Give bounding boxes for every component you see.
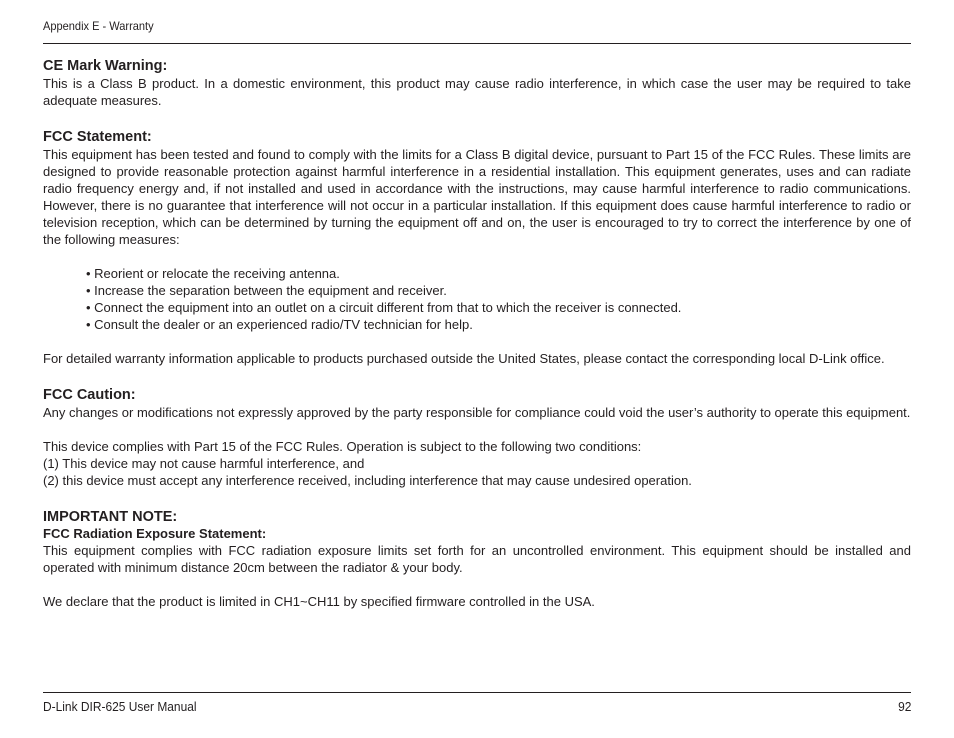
- part15-intro: This device complies with Part 15 of the FCC Rules. Operation is subject to the following two conditions:: [43, 439, 642, 454]
- page-content: [43, 57, 911, 610]
- list-item: • Consult the dealer or an experienced radio/TV technician for help.: [86, 317, 473, 332]
- important-note-heading: IMPORTANT NOTE:: [43, 509, 178, 525]
- radiation-exposure-subheading: FCC Radiation Exposure Statement:: [43, 526, 267, 541]
- list-item: • Reorient or relocate the receiving antenna.: [86, 266, 340, 281]
- ce-mark-section: [43, 57, 911, 109]
- measures-list: [43, 265, 911, 333]
- list-item: • Connect the equipment into an outlet on a circuit different from that to which the receiver is connected.: [86, 300, 682, 315]
- radiation-exposure-body: This equipment complies with FCC radiation exposure limits set forth for an uncontrolled environment. This equipment should be installed and operated with minimum distance 20cm between the radiator & your body.: [43, 543, 911, 575]
- fcc-caution-body: Any changes or modifications not expressly approved by the party responsible for compliance could void the user’s authority to operate this equipment.: [43, 405, 911, 420]
- fcc-caution-section: [43, 386, 911, 489]
- running-header: Appendix E - Warranty: [43, 19, 154, 33]
- footer-rule: [43, 692, 911, 693]
- ce-mark-heading: CE Mark Warning:: [43, 58, 168, 74]
- fcc-statement-section: [43, 128, 911, 367]
- footer-manual-title: D-Link DIR-625 User Manual: [43, 699, 197, 714]
- ce-mark-body: This is a Class B product. In a domestic environment, this product may cause radio interference, in which case the user may be required to take adequate measures.: [43, 76, 911, 108]
- channel-declaration: We declare that the product is limited in CH1~CH11 by specified firmware controlled in the USA.: [43, 594, 595, 609]
- important-note-section: [43, 508, 911, 610]
- list-item: • Increase the separation between the equipment and receiver.: [86, 283, 447, 298]
- warranty-note: For detailed warranty information applicable to products purchased outside the United States, please contact the corresponding local D-Link office.: [43, 351, 885, 366]
- condition-2: (2) this device must accept any interference received, including interference that may cause undesired operation.: [43, 473, 692, 488]
- fcc-statement-heading: FCC Statement:: [43, 129, 152, 145]
- fcc-caution-heading: FCC Caution:: [43, 387, 136, 403]
- condition-1: (1) This device may not cause harmful interference, and: [43, 456, 365, 471]
- fcc-statement-body: This equipment has been tested and found to comply with the limits for a Class B digital device, pursuant to Part 15 of the FCC Rules. These limits are designed to provide reasonable protection against harmful interference in a residential installation. This equipment generates, uses and can radiate radio frequency energy and, if not installed and used in accordance with the instructions, may cause harmful interference to radio communications. However, there is no guarantee that interference will not occur in a particular installation. If this equipment does cause harmful interference to radio or television reception, which can be determined by turning the equipment off and on, the user is encouraged to try to correct the interference by one of the following measures:: [43, 147, 911, 247]
- page-number: 92: [897, 699, 911, 714]
- header-rule: [43, 43, 911, 44]
